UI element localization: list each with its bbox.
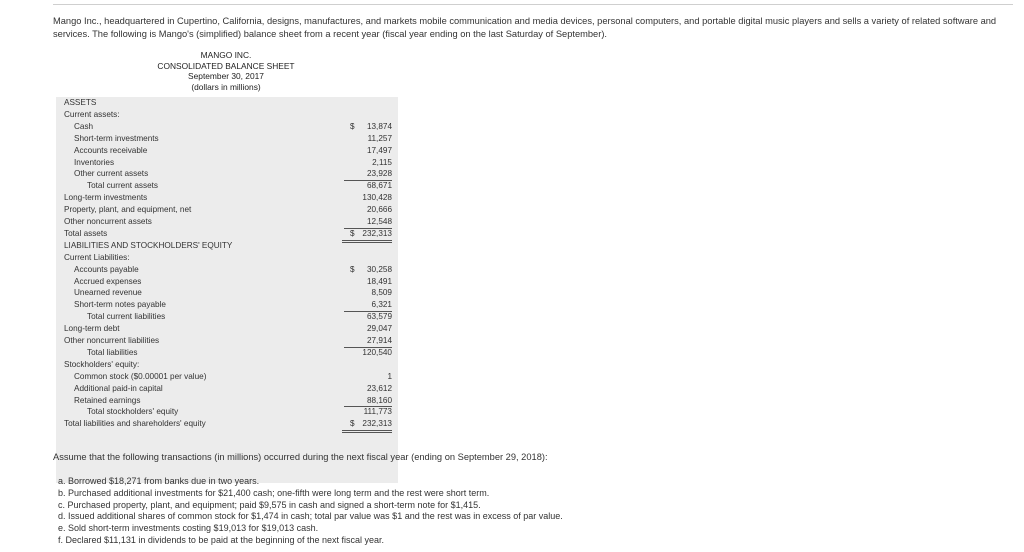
dollar-sign: $ (350, 419, 355, 429)
balance-sheet-row (56, 133, 398, 145)
row-label: Total current assets (87, 181, 158, 191)
row-value: 18,491 (366, 276, 392, 286)
row-label: Accounts payable (74, 264, 139, 274)
row-value: 23,612 (366, 383, 392, 393)
row-value: 232,313 (342, 228, 392, 243)
row-label: Cash (74, 121, 94, 131)
balance-sheet-row (56, 157, 398, 169)
row-value: 12,548 (344, 216, 392, 229)
transaction-item: a. Borrowed $18,271 from banks due in two years. (58, 476, 260, 486)
transaction-item: e. Sold short-term investments costing $19,013 for $19,013 cash. (58, 523, 319, 534)
row-value: 1 (387, 371, 392, 381)
balance-sheet-row (56, 395, 398, 407)
row-value: 13,874 (366, 121, 392, 131)
row-label: Long-term debt (64, 324, 120, 334)
balance-sheet-row (56, 371, 398, 383)
row-label: Long-term investments (64, 193, 148, 203)
transaction-item: c. Purchased property, plant, and equipment; paid $9,575 in cash and signed a short-term note for $1,415. (58, 499, 481, 510)
balance-sheet-row (56, 240, 398, 252)
balance-sheet-row (56, 264, 398, 276)
row-value: 111,773 (363, 407, 392, 417)
balance-sheet-row (56, 109, 398, 121)
balance-sheet-row (56, 192, 398, 204)
balance-sheet-row (56, 383, 398, 395)
row-label: Retained earnings (74, 395, 141, 405)
balance-sheet-row (56, 406, 398, 418)
balance-sheet-row (56, 347, 398, 359)
row-label: Accounts receivable (74, 145, 148, 155)
row-value: 6,321 (344, 299, 392, 312)
row-value: 88,160 (344, 395, 392, 408)
balance-sheet-row (56, 299, 398, 311)
balance-sheet (56, 50, 400, 436)
balance-sheet-row (56, 335, 398, 347)
transaction-item: b. Purchased additional investments for $21,400 cash; one-fifth were long term and the rest were short term. (58, 487, 490, 498)
row-label: Short-term notes payable (74, 300, 166, 310)
balance-sheet-body (56, 97, 398, 483)
row-value: 68,671 (366, 181, 392, 191)
row-value: 232,313 (342, 418, 392, 433)
dollar-sign: $ (350, 264, 355, 274)
row-label: Other noncurrent assets (64, 217, 152, 226)
balance-sheet-header (56, 50, 396, 92)
row-label: Total liabilities and shareholders' equity (64, 419, 206, 429)
row-value: 120,540 (362, 347, 392, 357)
row-label: Total current liabilities (87, 312, 166, 322)
row-label: Other current assets (74, 169, 149, 179)
balance-sheet-row (56, 252, 398, 264)
balance-sheet-row (56, 311, 398, 323)
row-label: Other noncurrent liabilities (64, 336, 160, 345)
row-value: 20,666 (366, 205, 392, 215)
row-value: 11,257 (367, 133, 392, 143)
balance-sheet-row (56, 180, 398, 192)
row-value: 27,914 (344, 335, 392, 348)
row-value: 8,509 (371, 288, 392, 298)
row-label: Current assets: (64, 109, 120, 119)
divider (53, 4, 1013, 5)
row-label: Unearned revenue (74, 288, 142, 298)
balance-sheet-row (56, 216, 398, 228)
row-value: 63,579 (366, 312, 392, 322)
balance-sheet-row (56, 276, 398, 288)
balance-sheet-row (56, 121, 398, 133)
balance-sheet-row (56, 145, 398, 157)
balance-sheet-row (56, 168, 398, 180)
transaction-item: f. Declared $11,131 in dividends to be paid at the beginning of the next fiscal year. (58, 534, 385, 545)
balance-sheet-row (56, 204, 398, 216)
transaction-list (58, 476, 563, 547)
row-label: Property, plant, and equipment, net (64, 205, 192, 215)
row-label: Short-term investments (74, 133, 159, 143)
cut-off-heading (53, 0, 1013, 5)
row-value: 30,258 (366, 264, 392, 274)
transaction-item: d. Issued additional shares of common stock for $1,474 in cash; total par value was $1 and the rest was in excess of par value. (58, 511, 563, 522)
company-name: MANGO INC. (200, 50, 252, 60)
dollar-sign: $ (350, 228, 355, 238)
row-label: LIABILITIES AND STOCKHOLDERS' EQUITY (64, 240, 233, 250)
dollar-sign: $ (350, 121, 355, 131)
assumption-text: Assume that the following transactions (in millions) occurred during the next fiscal year (ending on September 29, 2018): (53, 452, 548, 462)
intro-paragraph: Mango Inc., headquartered in Cupertino, California, designs, manufactures, and markets mobile communication and media devices, personal computers, and portable digital music players and sells a variety of related software and services. The following is Mango's (simplified) balance sheet from a recent year (fiscal year ending on the last Saturday of September). (53, 16, 997, 39)
row-value: 130,428 (362, 193, 392, 203)
statement-date: September 30, 2017 (188, 71, 264, 82)
row-label: Accrued expenses (74, 276, 142, 286)
row-label: Stockholders' equity: (64, 359, 140, 369)
row-label: Total liabilities (87, 347, 138, 357)
row-value: 23,928 (344, 168, 392, 181)
balance-sheet-row (56, 228, 398, 240)
row-value: 17,497 (366, 145, 392, 155)
row-label: Current Liabilities: (64, 252, 130, 262)
balance-sheet-row (56, 97, 398, 109)
balance-sheet-row (56, 323, 398, 335)
row-value: 29,047 (366, 324, 392, 334)
row-value: 2,115 (372, 157, 392, 167)
statement-units: (dollars in millions) (191, 81, 261, 92)
balance-sheet-row (56, 359, 398, 371)
balance-sheet-row (56, 418, 398, 430)
row-label: ASSETS (64, 98, 97, 107)
row-label: Inventories (74, 157, 115, 167)
row-label: Total assets (64, 228, 108, 238)
row-label: Total stockholders' equity (87, 407, 179, 417)
balance-sheet-row (56, 287, 398, 299)
row-label: Additional paid-in capital (74, 383, 163, 393)
statement-title: CONSOLIDATED BALANCE SHEET (157, 60, 295, 71)
row-label: Common stock ($0.00001 per value) (74, 371, 207, 381)
